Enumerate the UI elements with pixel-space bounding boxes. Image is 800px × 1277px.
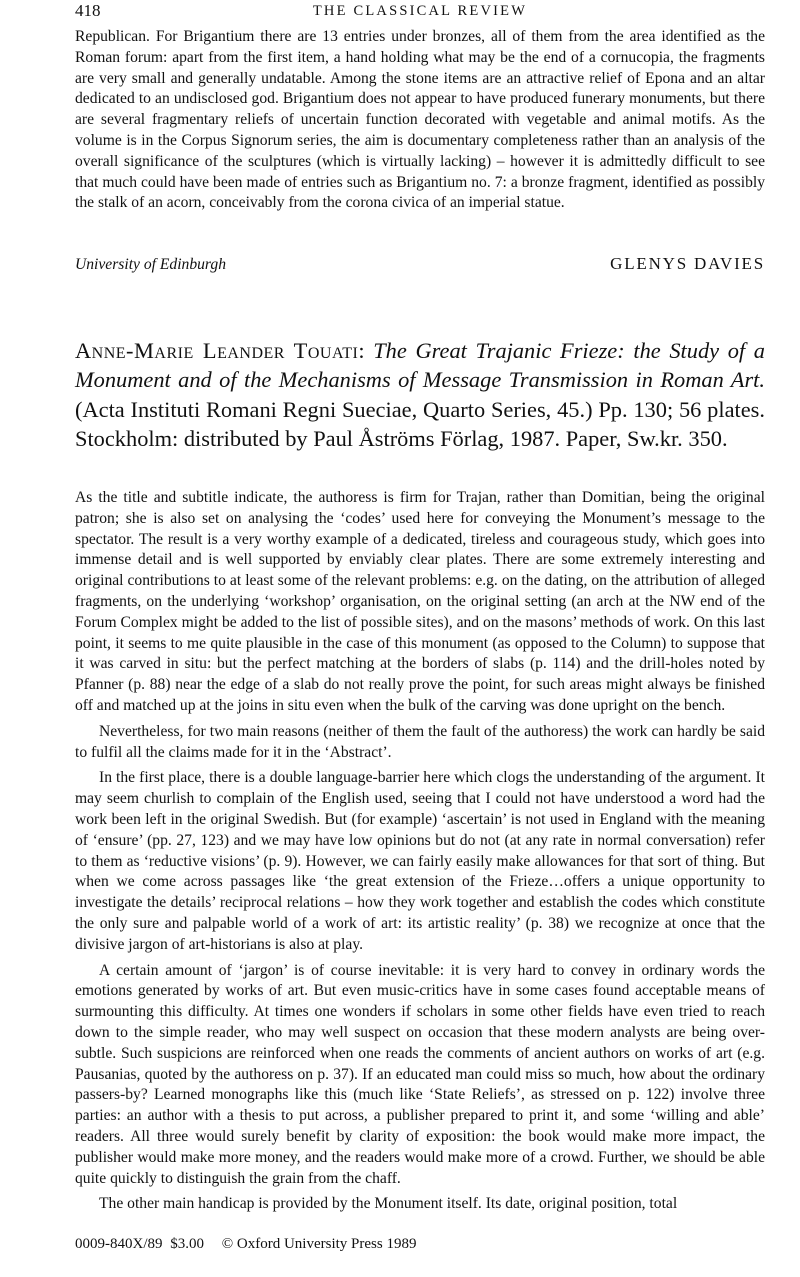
review-paragraph: In the first place, there is a double language-barrier here which clogs the understanding of the argument. It may seem churlish to complain of the English used, seeing that I could not have understood a word had the work been left in the original Swedish. But (for example) ‘ascertain’ is not used in England with the meaning of ‘ensure’ (pp. 27, 123) and we may have low opinions but do not (at any rate in normal conversation) refer to them as ‘reductive visions’ (p. 9). However, we can fairly easily make allowances for that sort of thing. But when we come across passages like ‘the great extension of the Frieze…offers a unique opportunity to investigate the details’ reciprocal relations – how they work together and establish the codes which constitute the only sure and palpable world of a work of art: its artistic reality’ (p. 38) we recognize at once that the divisive jargon of art-historians is also at play.	[75, 769, 765, 953]
page-header	[75, 0, 765, 30]
running-head: THE CLASSICAL REVIEW	[312, 3, 528, 19]
book-author: Anne-Marie Leander Touati	[75, 338, 359, 363]
review-paragraph: A certain amount of ‘jargon’ is of course inevitable: it is very hard to convey in ordinary words the emotions generated by works of art. But even music-critics have in some cases found acceptable means of surmounting this difficulty. At times one wonders if scholars in some other fields have even tried to reach down to the simple reader, who may well suspect on occasion that these modern analysts are being over-subtle. Such suspicions are reinforced when one reads the comments of ancient authors on works of art (e.g. Pausanias, quoted by the authoress on p. 37). If an educated man could miss so much, how about the ordinary passers-by? Learned monographs like this (much like ‘State Reliefs’, as stressed on p. 122) involve three parties: an author with a thesis to put across, a publisher prepared to print it, and some ‘willing and able’ readers. All three would surely benefit by clarity of exposition: the book would make more impact, the publisher would make more money, and the readers would make more of a crowd. Further, we should be able quite quickly to distinguish the grain from the chaff.	[75, 961, 765, 1187]
review-paragraph: As the title and subtitle indicate, the authoress is firm for Trajan, rather than Domitian, being the original patron; she is also set on analysing the ‘codes’ used here for conveying the Monument’s message to the spectator. The result is a very worthy example of a dedicated, tireless and courageous study, which goes into immense detail and is well supported by enviably clear plates. There are some extremely interesting and original contributions to at least some of the relevant problems: e.g. on the dating, on the attribution of alleged fragments, on the underlying ‘workshop’ organisation, on the original setting (an arch at the NW end of the Forum Complex might be added to the list of possible sites), and on the masons’ methods of work. On this last point, it seems to me quite plausible in the case of this monument (as opposed to the Column) to suppose that it was carved in situ: but the perfect matching at the borders of slabs (p. 114) and the drill-holes noted by Pfanner (p. 88) near the edge of a slab do not really prove the point, for such areas might always be finished off and matched up at the joins in situ even when the bulk of the carving was done upright on the bench.	[75, 489, 765, 714]
book-heading: Anne-Marie Leander Touati: The Great Trajanic Frieze: the Study of a Monument and of the Mechanisms of Message Transmission in Roman Art. (Acta Instituti Romani Regni Sueciae, Quarto Series, 45.) Pp. 130; 56 plates. Stockholm: distributed by Paul Åströms Förlag, 1987. Paper, Sw.kr. 350.	[75, 338, 765, 451]
previous-review-paragraph: Republican. For Brigantium there are 13 entries under bronzes, all of them from the area identified as the Roman forum: apart from the first item, a hand holding what may be the end of a cornucopia, the fragments are very small and generally undatable. Among the stone items are an attractive relief of Epona and an altar dedicated to an undisclosed god. Brigantium does not appear to have produced funerary monuments, but there are several fragmentary reliefs of uncertain function decorated with vegetable and animal motifs. As the volume is in the Corpus Signorum series, the aim is documentary completeness rather than an analysis of the overall significance of the sculptures (which is virtually lacking) – however it is admittedly difficult to see that much could have been made of entries such as Brigantium no. 7: a bronze fragment, identified as possibly the stalk of an acorn, conceivably from the corona civica of an imperial statue.	[75, 28, 765, 212]
page-footer	[75, 1236, 416, 1253]
reviewer-affiliation: University of Edinburgh	[75, 256, 227, 273]
issn-code: 0009-840X/89	[75, 1236, 163, 1252]
reviewer-signature	[75, 256, 765, 280]
review-paragraph: The other main handicap is provided by the Monument itself. Its date, original position, total	[99, 1195, 678, 1213]
reviewer-name: GLENYS DAVIES	[610, 254, 765, 273]
review-paragraph: Nevertheless, for two main reasons (neither of them the fault of the authoress) the work can hardly be said to fulfil all the claims made for it in the ‘Abstract’.	[75, 722, 765, 761]
book-details: (Acta Instituti Romani Regni Sueciae, Quarto Series, 45.) Pp. 130; 56 plates. Stockholm: distributed by Paul Åströms Förlag, 1987. Paper, Sw.kr. 350.	[75, 396, 765, 451]
page-number: 418	[75, 1, 101, 20]
price: $3.00	[170, 1236, 204, 1252]
book-title: The Great Trajanic Frieze: the Study of a Monument and of the Mechanisms of Message Transmission in Roman Art.	[75, 338, 765, 393]
review-body	[75, 488, 765, 1215]
copyright-notice: © Oxford University Press 1989	[221, 1236, 417, 1252]
